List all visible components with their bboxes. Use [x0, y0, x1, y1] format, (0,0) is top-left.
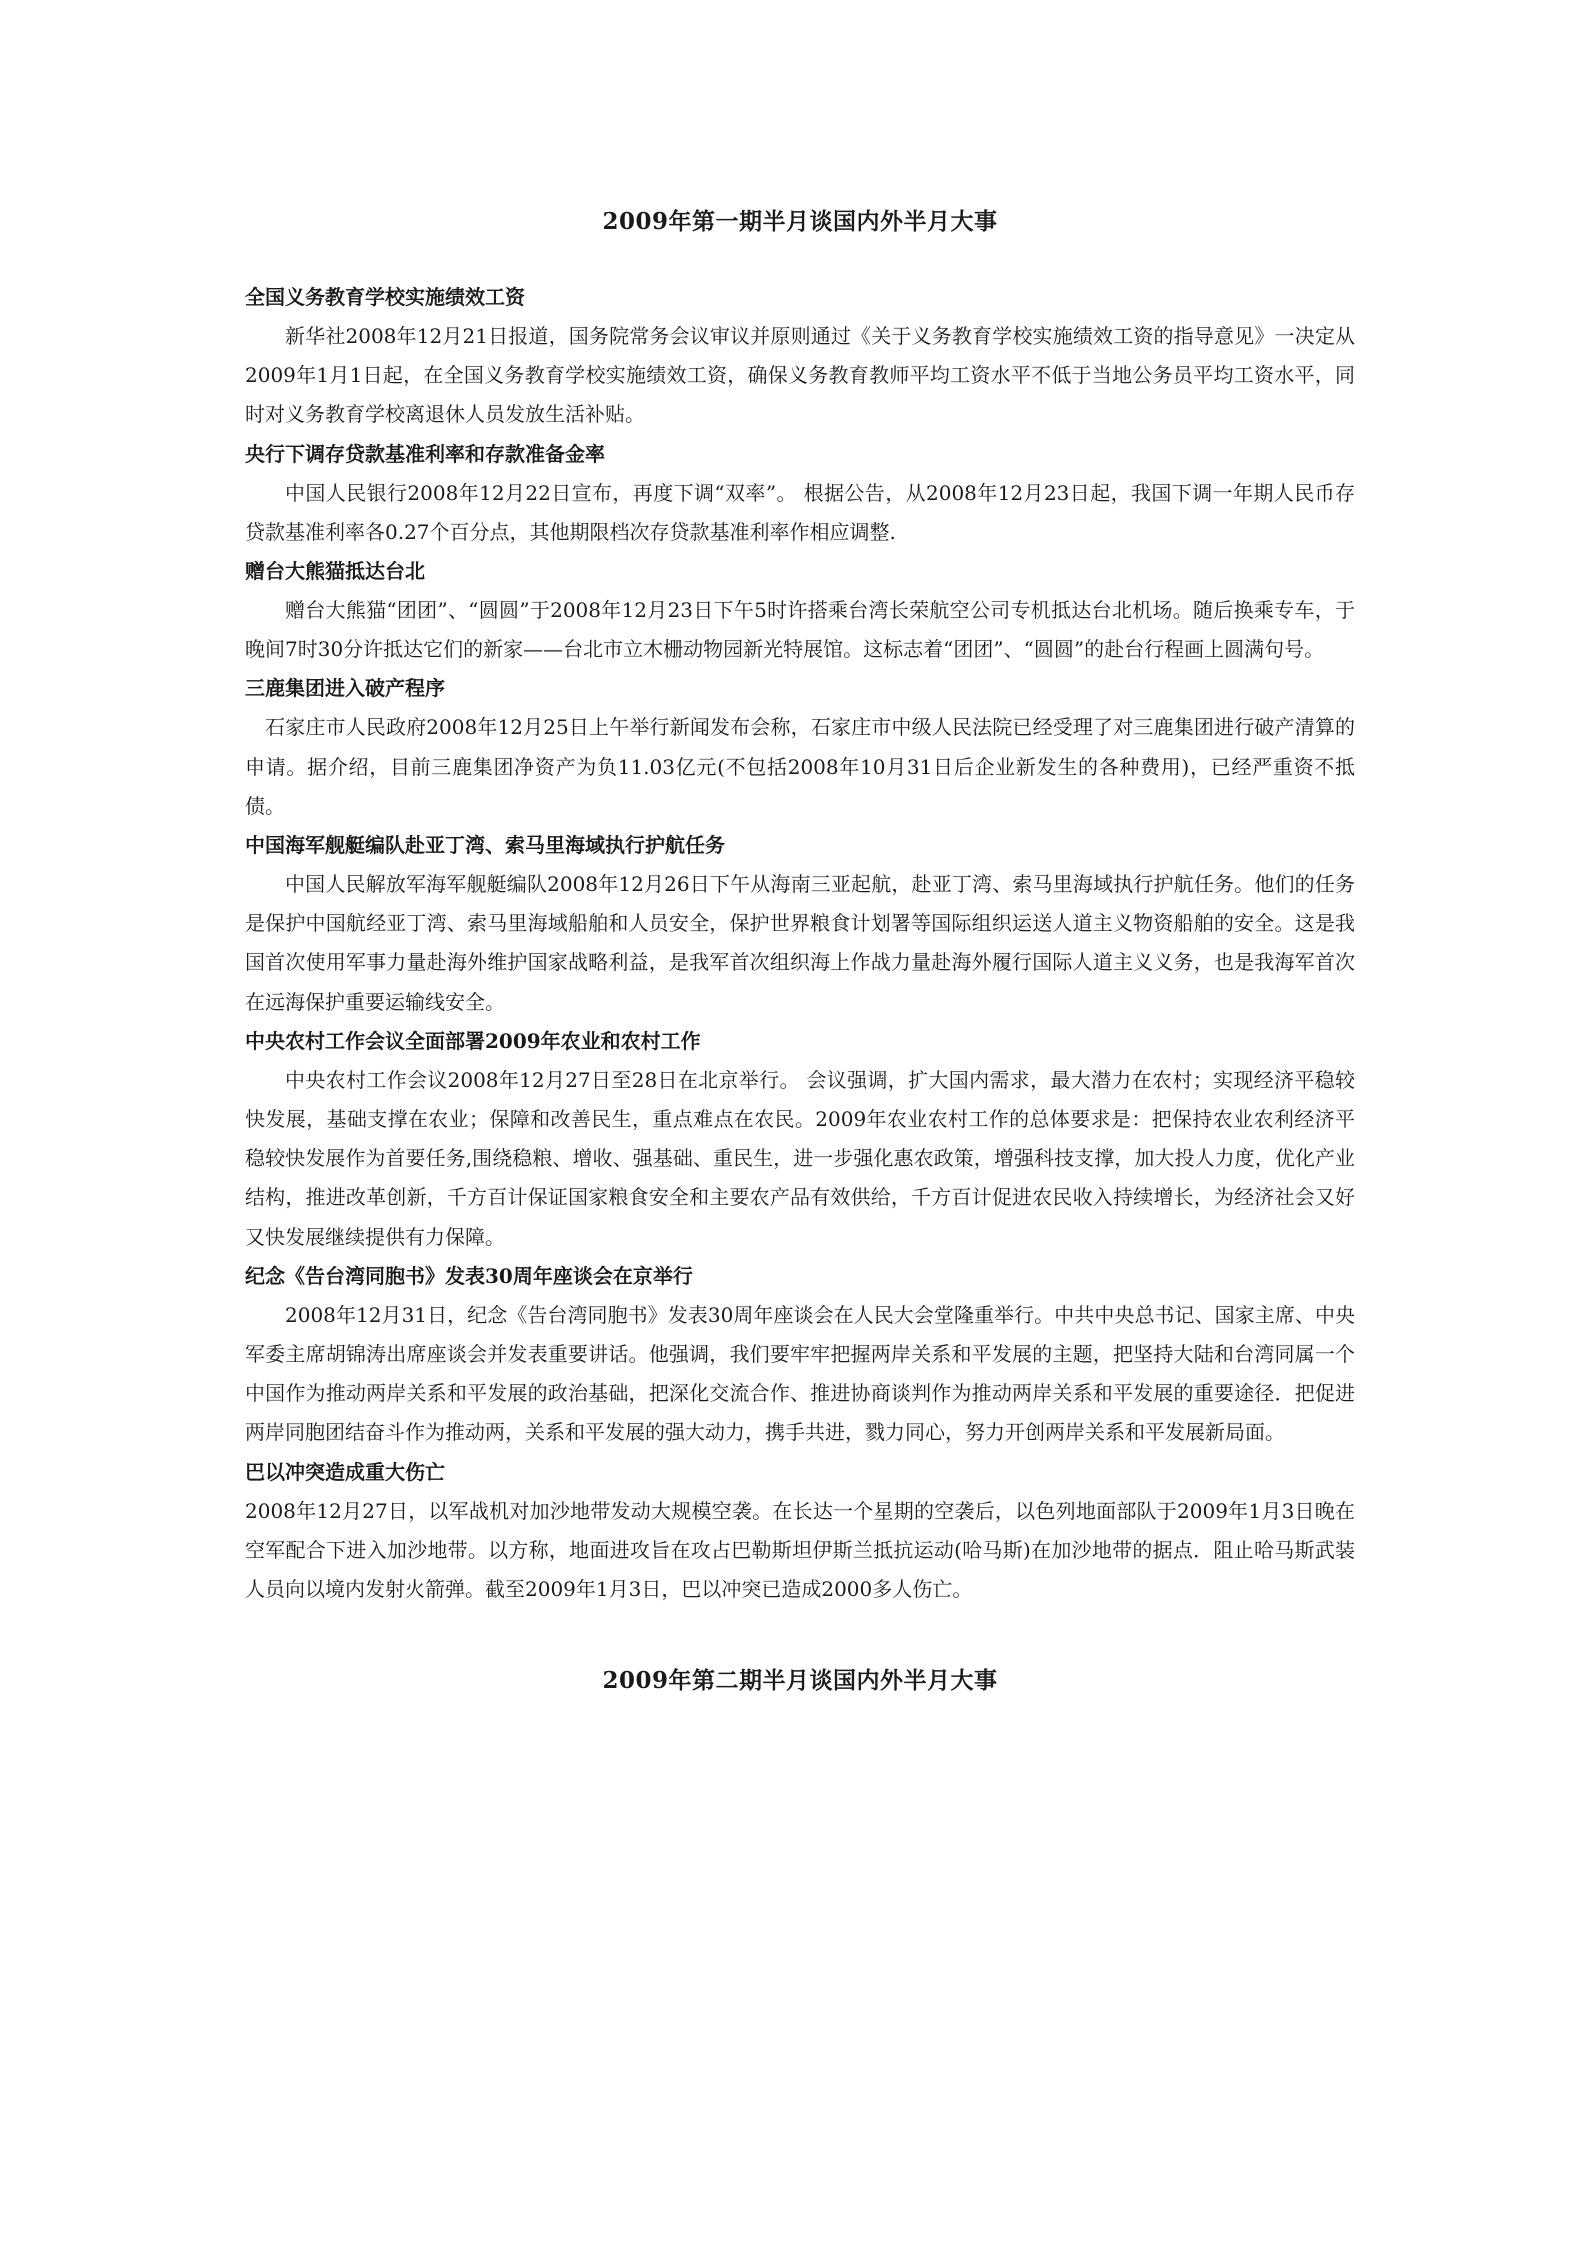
news-item-interest-rate [245, 435, 1355, 552]
news-item-pandas [245, 552, 1355, 669]
section-body: 中央农村工作会议2008年12月27日至28日在北京举行。 会议强调，扩大国内需求，最大潜力在农村；实现经济平稳较快发展，基础支撑在农业；保障和改善民生，重点难点在农民。2009年农业农村工作的总体要求是：把保持农业农利经济平稳较快发展作为首要任务,围绕稳粮、增收、强基础、重民生，进一步强化惠农政策，增强科技支撑，加大投人力度，优化产业结构，推进改革创新，千方百计保证国家粮食安全和主要农产品有效供给，千方百计促进农民收入持续增长，为经济社会又好又快发展继续提供有力保障。 [245, 1067, 1355, 1249]
section-body: 石家庄市人民政府2008年12月25日上午举行新闻发布会称，石家庄市中级人民法院已经受理了对三鹿集团进行破产清算的申请。据介绍，目前三鹿集团净资产为负11.03亿元(不包括2008年10月31日后企业新发生的各种费用)，已经严重资不抵债。 [245, 715, 1355, 818]
section-heading: 全国义务教育学校实施绩效工资 [245, 285, 525, 309]
news-item-education-pay [245, 278, 1355, 435]
section-body: 新华社2008年12月21日报道，国务院常务会议审议并原则通过《关于义务教育学校实施绩效工资的指导意见》一决定从2009年1月1日起，在全国义务教育学校实施绩效工资，确保义务教育教师平均工资水平不低于当地公务员平均工资水平，同时对义务教育学校离退休人员发放生活补贴。 [245, 324, 1355, 427]
section-heading: 中国海军舰艇编队赴亚丁湾、索马里海域执行护航任务 [245, 833, 725, 858]
news-item-sanlu-bankruptcy [245, 669, 1355, 826]
section-body: 中国人民银行2008年12月22日宣布，再度下调“双率”。 根据公告，从2008年12月23日起，我国下调一年期人民币存贷款基准利率各0.27个百分点，其他期限档次存贷款基准利率作相应调整. [245, 480, 1355, 544]
news-item-gaza-conflict [245, 1453, 1355, 1610]
document-title-issue-2: 2009年第二期半月谈国内外半月大事 [602, 1667, 998, 1695]
news-item-navy-escort [245, 826, 1355, 1022]
section-heading: 央行下调存贷款基准利率和存款准备金率 [245, 441, 605, 466]
section-body: 2008年12月31日，纪念《告台湾同胞书》发表30周年座谈会在人民大会堂隆重举行。中共中央总书记、国家主席、中央军委主席胡锦涛出席座谈会并发表重要讲话。他强调，我们要牢牢把握两岸关系和平发展的主题，把坚持大陆和台湾同属一个中国作为推动两岸关系和平发展的政治基础，把深化交流合作、推进协商谈判作为推动两岸关系和平发展的重要途径．把促进两岸同胞团结奋斗作为推动两，关系和平发展的强大动力，携手共进，戮力同心，努力开创两岸关系和平发展新局面。 [245, 1302, 1355, 1445]
news-item-rural-work [245, 1022, 1355, 1257]
section-body: 2008年12月27日，以军战机对加沙地带发动大规模空袭。在长达一个星期的空袭后，以色列地面部队于2009年1月3日晚在空军配合下进入加沙地带。以方称，地面进攻旨在攻占巴勒斯坦伊斯兰抵抗运动(哈马斯)在加沙地带的据点．阻止哈马斯武装人员向以境内发射火箭弹。截至2009年1月3日，巴以冲突已造成2000多人伤亡。 [245, 1498, 1355, 1602]
document-title-issue-1: 2009年第一期半月谈国内外半月大事 [602, 208, 998, 235]
news-item-taiwan-letter [245, 1257, 1355, 1453]
section-heading: 巴以冲突造成重大伤亡 [245, 1459, 445, 1484]
section-heading: 三鹿集团进入破产程序 [245, 676, 445, 701]
document-page [245, 200, 1355, 1703]
section-heading: 纪念《告台湾同胞书》发表30周年座谈会在京举行 [245, 1263, 693, 1288]
section-body: 赠台大熊猫“团团”、“圆圆”于2008年12月23日下午5时许搭乘台湾长荣航空公司专机抵达台北机场。随后换乘专车，于晚间7时30分许抵达它们的新家——台北市立木栅动物园新光特展馆。这标志着“团团”、“圆圆”的赴台行程画上圆满句号。 [245, 598, 1355, 662]
section-body: 中国人民解放军海军舰艇编队2008年12月26日下午从海南三亚起航，赴亚丁湾、索马里海域执行护航任务。他们的任务是保护中国航经亚丁湾、索马里海域船舶和人员安全，保护世界粮食计划署等国际组织运送人道主义物资船舶的安全。这是我国首次使用军事力量赴海外维护国家战略利益，是我军首次组织海上作战力量赴海外履行国际人道主义义务，也是我海军首次在远海保护重要运输线安全。 [245, 872, 1355, 1014]
section-heading: 赠台大熊猫抵达台北 [245, 559, 425, 584]
section-heading: 中央农村工作会议全面部署2009年农业和农村工作 [245, 1028, 701, 1053]
